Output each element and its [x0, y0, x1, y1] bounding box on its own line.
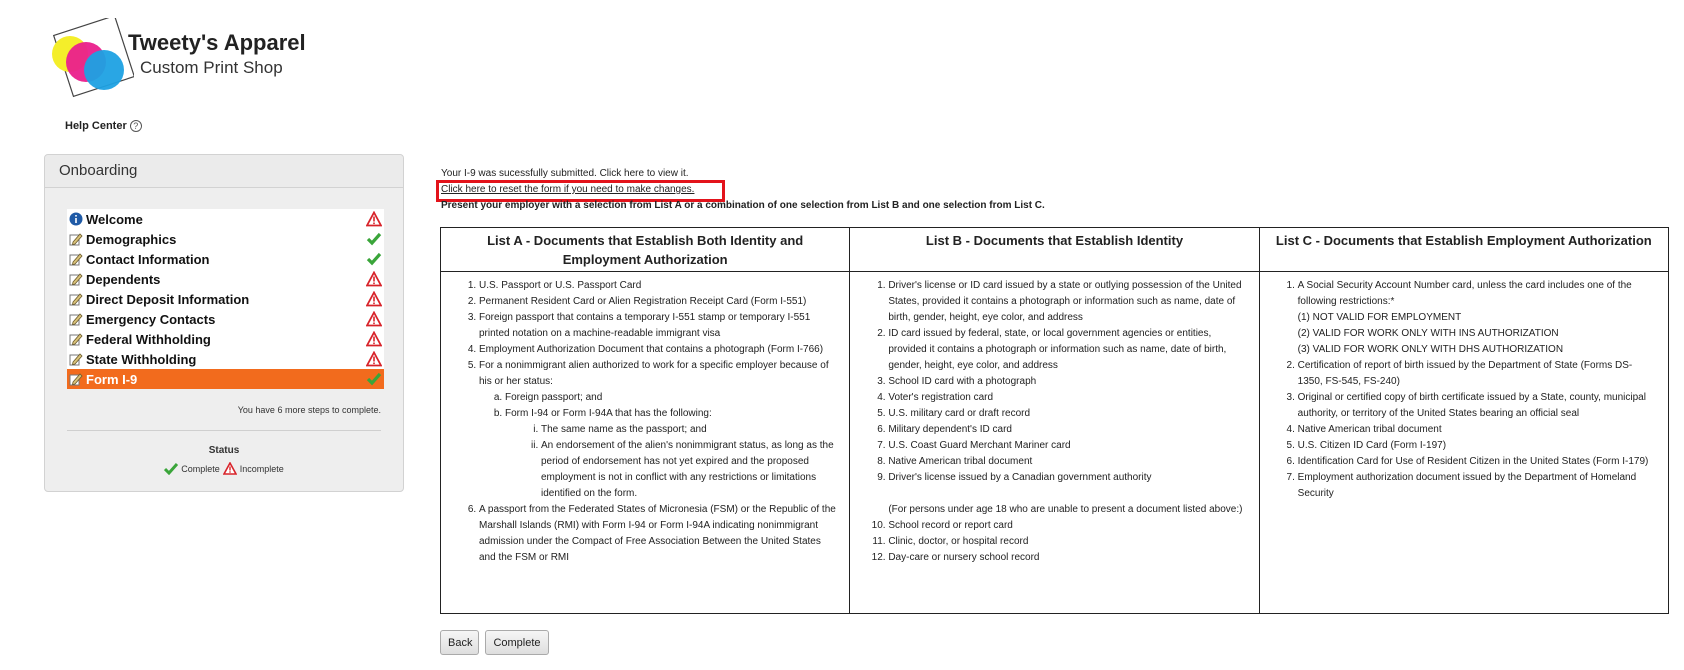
- list-item: [505, 406, 837, 502]
- sidebar-item-label: Direct Deposit Information: [86, 291, 250, 307]
- list-item: 12. Day-care or nursery school record: [888, 550, 1246, 566]
- restriction-3: (3) VALID FOR WORK ONLY WITH DHS AUTHORIZATION: [1297, 344, 1564, 355]
- highlight-box: [436, 180, 725, 202]
- restriction-2: (2) VALID FOR WORK ONLY WITH INS AUTHORIZATION: [1297, 328, 1559, 339]
- list-item: 4. Voter's registration card: [888, 390, 1246, 406]
- help-center-label: Help Center: [65, 120, 127, 132]
- warning-icon: [223, 462, 237, 475]
- sidebar-item-state-withholding[interactable]: [67, 349, 384, 369]
- list-a-title: List A - Documents that Establish Both Identity and Employment Authorization: [441, 228, 849, 272]
- divider: [67, 430, 381, 431]
- reset-form-link[interactable]: Click here to reset the form if you need to make changes.: [441, 184, 695, 195]
- sidebar-item-demographics[interactable]: [67, 229, 384, 249]
- sidebar-item-direct-deposit-information[interactable]: [67, 289, 384, 309]
- warning-icon: [366, 351, 382, 367]
- warning-icon: [366, 291, 382, 307]
- edit-icon: [69, 332, 83, 346]
- list-item-text: Form I-94 or Form I-94A that has the following:: [505, 408, 712, 419]
- list-item: [479, 358, 837, 502]
- info-icon: [69, 212, 83, 226]
- edit-icon: [69, 292, 83, 306]
- list-b-items: [864, 278, 1246, 486]
- sidebar-item-dependents[interactable]: [67, 269, 384, 289]
- list-item: 7. Employment authorization document issued by the Department of Homeland Security: [1298, 470, 1656, 502]
- sidebar-item-label: Demographics: [86, 231, 177, 247]
- edit-icon: [69, 372, 83, 386]
- list-item: ii. An endorsement of the alien's nonimmigrant status, as long as the period of endorsement has not yet expired and the proposed employment is not in conflict with any restrictions or limitations identified on the form.: [541, 438, 837, 502]
- brand-subtitle: Custom Print Shop: [140, 58, 283, 77]
- submitted-message[interactable]: Your I-9 was sucessfully submitted. Click here to view it.: [441, 168, 689, 179]
- edit-icon: [69, 312, 83, 326]
- onboarding-steps: [67, 209, 384, 389]
- list-c-column: [1260, 228, 1668, 613]
- help-center-link[interactable]: [65, 120, 142, 132]
- sidebar-item-label: State Withholding: [86, 351, 197, 367]
- list-item: 5. U.S. Citizen ID Card (Form I-197): [1298, 438, 1656, 454]
- list-item: 4. Employment Authorization Document that contains a photograph (Form I-766): [479, 342, 837, 358]
- list-a-sub-sub-items: [505, 422, 837, 502]
- edit-icon: [69, 352, 83, 366]
- list-c-title: List C - Documents that Establish Employment Authorization: [1260, 228, 1668, 272]
- list-item: 8. Native American tribal document: [888, 454, 1246, 470]
- list-item: 2. Permanent Resident Card or Alien Registration Receipt Card (Form I-551): [479, 294, 837, 310]
- documents-table: [440, 227, 1669, 614]
- check-icon: [366, 251, 382, 267]
- edit-icon: [69, 272, 83, 286]
- list-item: 4. Native American tribal document: [1298, 422, 1656, 438]
- warning-icon: [366, 331, 382, 347]
- check-icon: [164, 463, 178, 475]
- legend-complete-label: Complete: [181, 463, 220, 474]
- list-item: 2. Certification of report of birth issued by the Department of State (Forms DS-1350, FS-545, FS-240): [1298, 358, 1656, 390]
- question-circle-icon: ?: [130, 120, 142, 132]
- warning-icon: [366, 271, 382, 287]
- brand-title: Tweety's Apparel: [128, 30, 306, 55]
- sidebar-item-welcome[interactable]: [67, 209, 384, 229]
- list-item: i. The same name as the passport; and: [541, 422, 837, 438]
- list-item: [1298, 278, 1656, 358]
- list-a-items: [455, 278, 837, 566]
- list-item-text: A Social Security Account Number card, unless the card includes one of the following restrictions:*: [1297, 280, 1632, 307]
- remaining-steps-text: You have 6 more steps to complete.: [237, 405, 381, 415]
- back-button[interactable]: Back: [440, 630, 479, 655]
- sidebar-item-federal-withholding[interactable]: [67, 329, 384, 349]
- list-a-column: [441, 228, 850, 613]
- check-icon: [366, 371, 382, 387]
- sidebar-item-label: Dependents: [86, 271, 161, 287]
- status-legend: [45, 462, 403, 475]
- list-item: 6. A passport from the Federated States of Micronesia (FSM) or the Republic of the Marshall Islands (RMI) with Form I-94 or Form I-94A indicating nonimmigrant admission under the Compact of Free Association Between the United States and the FSM or RMI: [479, 502, 837, 566]
- list-item: 2. ID card issued by federal, state, or local government agencies or entities, provided it contains a photograph or information such as name, date of birth, gender, height, eye color, and address: [888, 326, 1246, 374]
- list-item: 1. Driver's license or ID card issued by a state or outlying possession of the United States, provided it contains a photograph or information such as name, date of birth, gender, height, eye color, and address: [888, 278, 1246, 326]
- legend-incomplete-label: Incomplete: [239, 463, 284, 474]
- warning-icon: [366, 311, 382, 327]
- instruction-text: Present your employer with a selection from List A or a combination of one selection from List B and one selection from List C.: [441, 200, 1045, 211]
- restriction-1: (1) NOT VALID FOR EMPLOYMENT: [1297, 312, 1462, 323]
- edit-icon: [69, 232, 83, 246]
- list-item: 11. Clinic, doctor, or hospital record: [888, 534, 1246, 550]
- edit-icon: [69, 252, 83, 266]
- logo-graphic: [48, 18, 134, 100]
- list-b-title: List B - Documents that Establish Identity: [850, 228, 1258, 272]
- list-item-text: For a nonimmigrant alien authorized to work for a specific employer because of his or her status:: [479, 360, 829, 387]
- onboarding-title: Onboarding: [45, 155, 403, 188]
- list-b-note: (For persons under age 18 who are unable to present a document listed above:): [888, 504, 1243, 515]
- list-b-minor-items: [864, 518, 1246, 566]
- sidebar-item-emergency-contacts[interactable]: [67, 309, 384, 329]
- list-item: 5. U.S. military card or draft record: [888, 406, 1246, 422]
- brand-logo: [48, 18, 328, 100]
- sidebar-item-label: Contact Information: [86, 251, 210, 267]
- list-item: 3. Foreign passport that contains a temporary I-551 stamp or temporary I-551 printed notation on a machine-readable immigrant visa: [479, 310, 837, 342]
- list-item: 6. Identification Card for Use of Resident Citizen in the United States (Form I-179): [1298, 454, 1656, 470]
- list-item: a. Foreign passport; and: [505, 390, 837, 406]
- sidebar-item-form-i-9[interactable]: [67, 369, 384, 389]
- list-item: 7. U.S. Coast Guard Merchant Mariner card: [888, 438, 1246, 454]
- list-a-sub-items: [479, 390, 837, 502]
- onboarding-panel: [44, 154, 404, 492]
- sidebar-item-label: Federal Withholding: [86, 331, 211, 347]
- sidebar-item-label: Welcome: [86, 211, 143, 227]
- list-item: 3. Original or certified copy of birth certificate issued by a State, county, municipal authority, or territory of the United States bearing an official seal: [1298, 390, 1656, 422]
- list-b-column: [850, 228, 1259, 613]
- list-item: 6. Military dependent's ID card: [888, 422, 1246, 438]
- list-item: 3. School ID card with a photograph: [888, 374, 1246, 390]
- check-icon: [366, 231, 382, 247]
- list-item: 10. School record or report card: [888, 518, 1246, 534]
- sidebar-item-label: Form I-9: [86, 371, 138, 387]
- complete-button[interactable]: Complete: [485, 630, 549, 655]
- list-item: 9. Driver's license issued by a Canadian government authority: [888, 470, 1246, 486]
- status-heading: Status: [208, 445, 240, 456]
- sidebar-item-contact-information[interactable]: [67, 249, 384, 269]
- sidebar-item-label: Emergency Contacts: [86, 311, 216, 327]
- list-item: 1. U.S. Passport or U.S. Passport Card: [479, 278, 837, 294]
- warning-icon: [366, 211, 382, 227]
- list-c-items: [1274, 278, 1656, 502]
